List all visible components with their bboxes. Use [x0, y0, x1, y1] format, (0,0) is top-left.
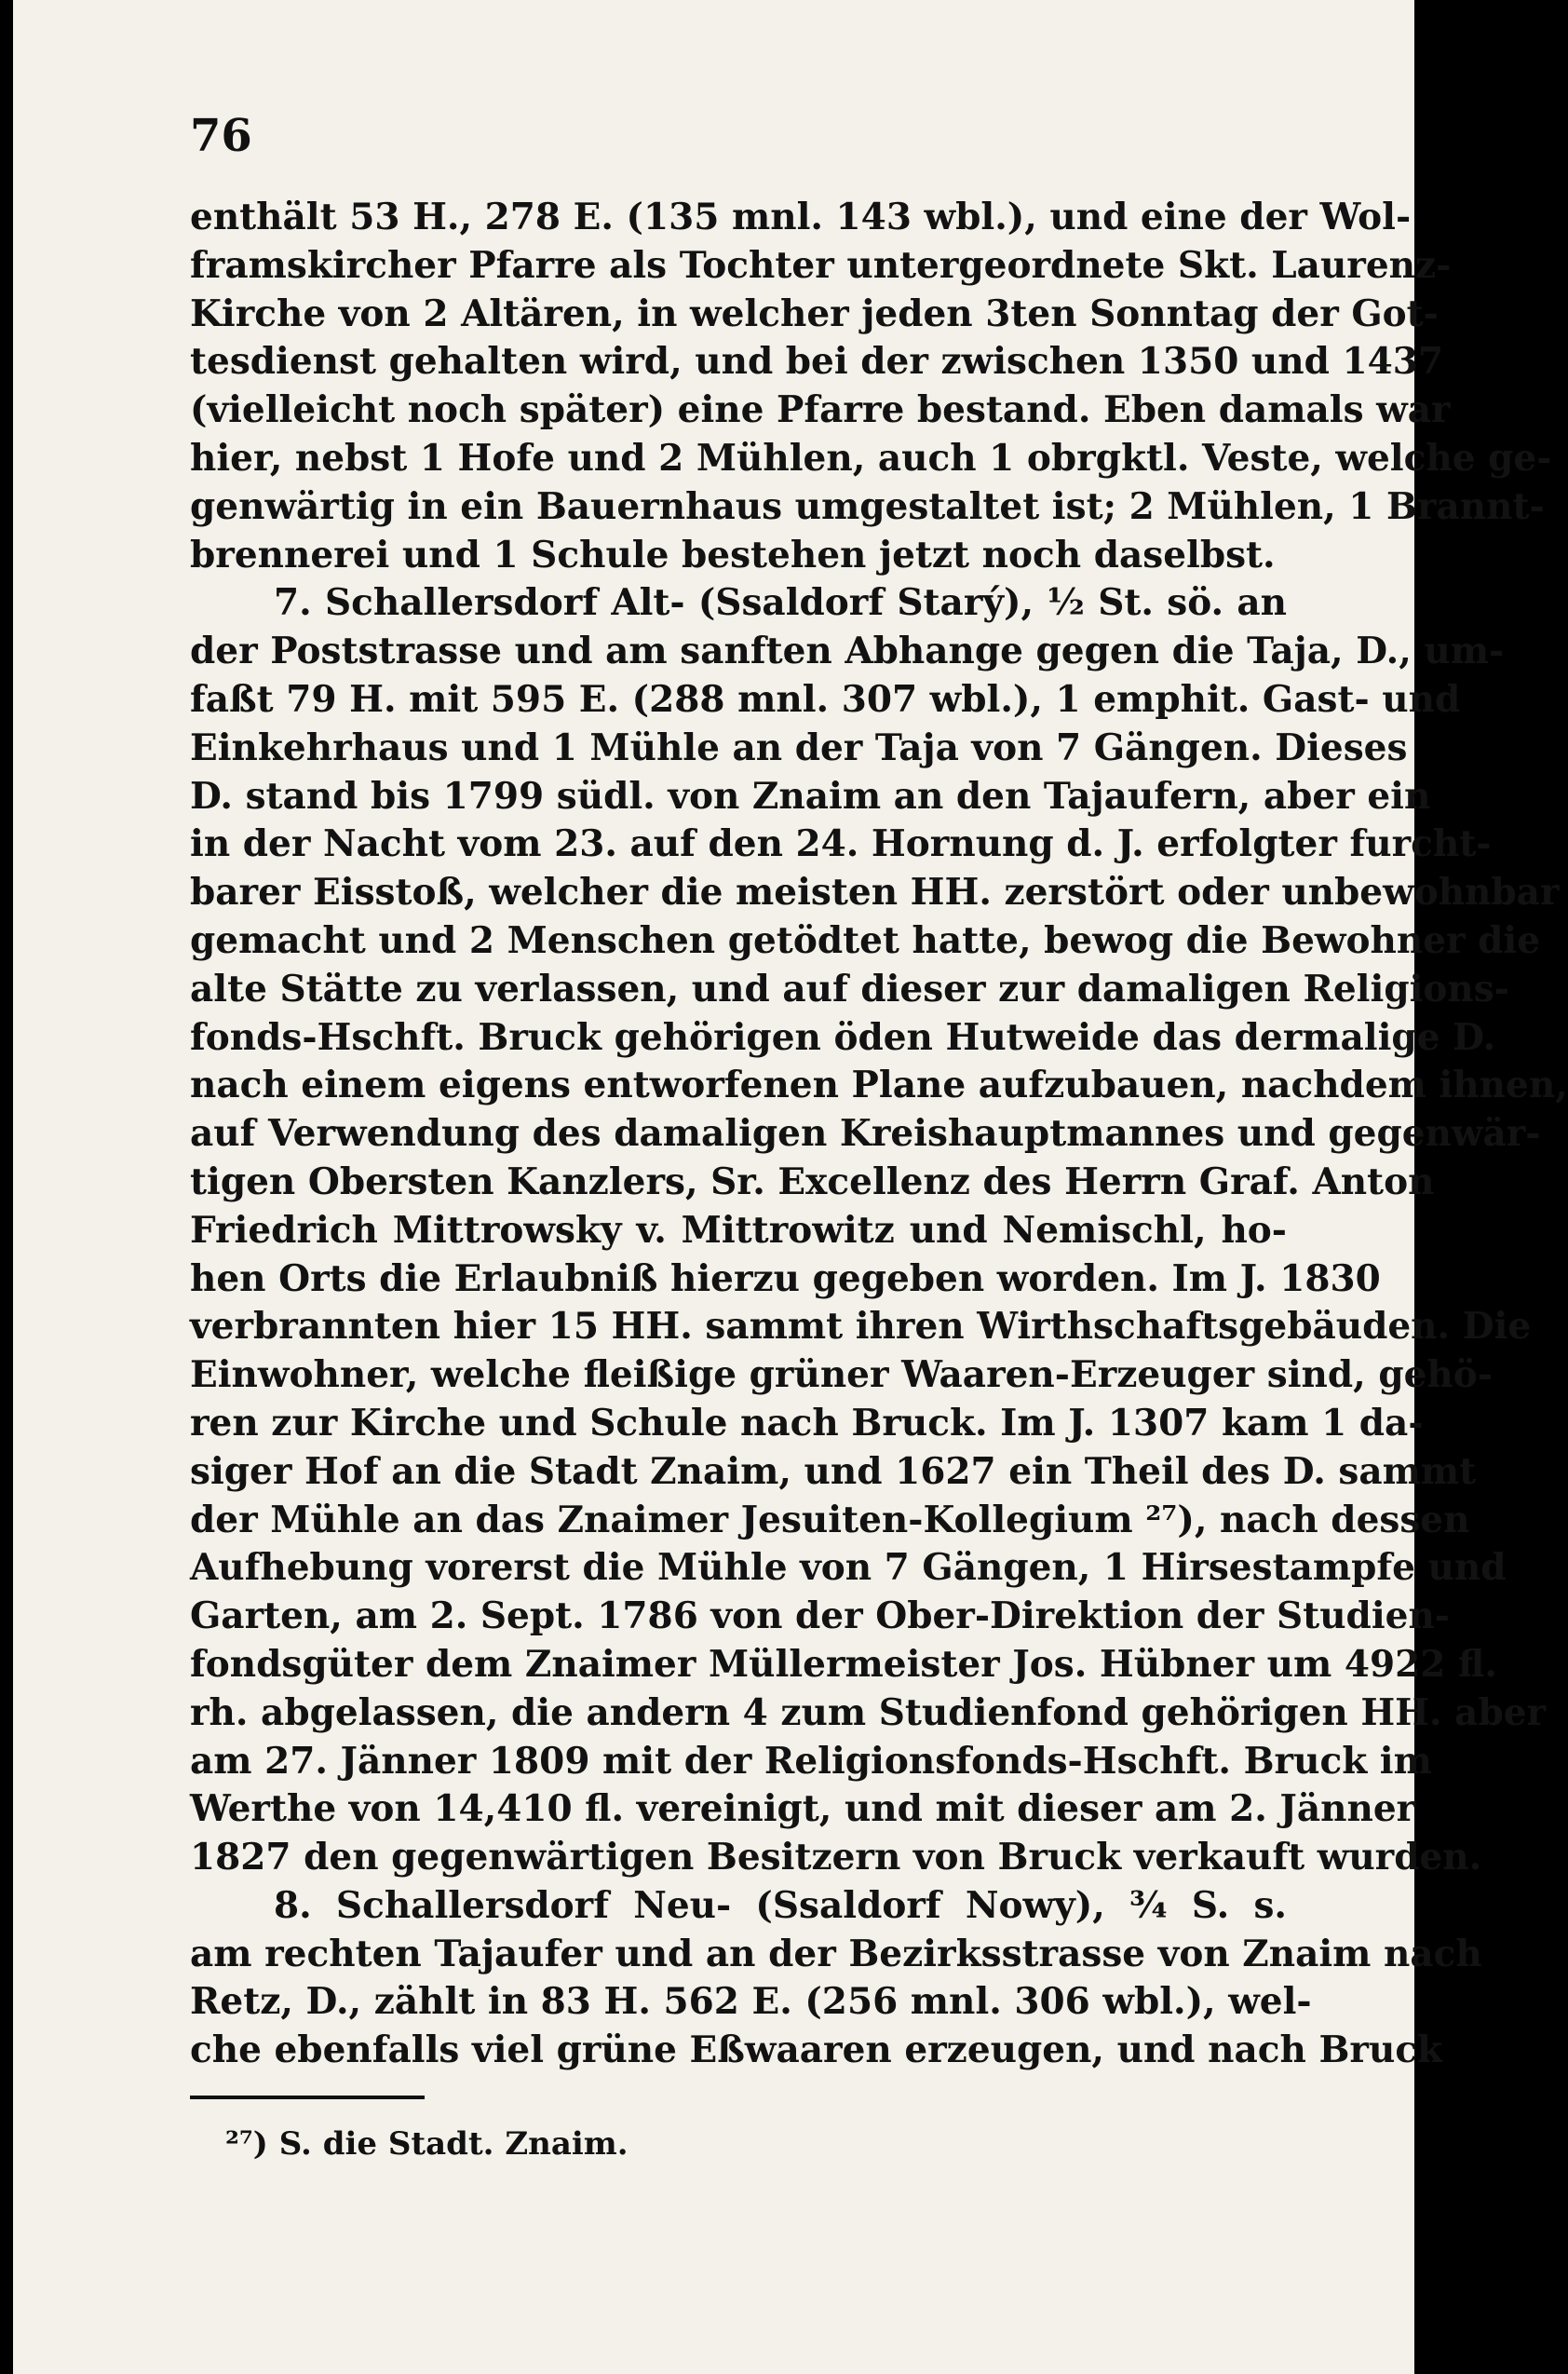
- text-line: framskircher Pfarre als Tochter untergeordnete Skt. Laurenz-: [190, 243, 1452, 287]
- text-line: Friedrich Mittrowsky v. Mittrowitz und Nemischl, ho-: [190, 1208, 1287, 1252]
- text-line: tigen Obersten Kanzlers, Sr. Excellenz des Herrn Graf. Anton: [190, 1160, 1435, 1203]
- text-line: rh. abgelassen, die andern 4 zum Studienfond gehörigen HH. aber: [190, 1690, 1547, 1734]
- text-line: Kirche von 2 Altären, in welcher jeden 3ten Sonntag der Got-: [190, 292, 1439, 335]
- text-line: faßt 79 H. mit 595 E. (288 mnl. 307 wbl.), 1 emphit. Gast- und: [190, 677, 1461, 721]
- text-line: alte Stätte zu verlassen, und auf dieser zur damaligen Religions-: [190, 967, 1509, 1011]
- text-line: am rechten Tajaufer und an der Bezirksstrasse von Znaim nach: [190, 1932, 1482, 1975]
- text-line: Einkehrhaus und 1 Mühle an der Taja von 7 Gängen. Dieses: [190, 726, 1408, 769]
- text-line: der Poststrasse und am sanften Abhange gegen die Taja, D., um-: [190, 630, 1505, 673]
- text-line: Garten, am 2. Sept. 1786 von der Ober-Direktion der Studien-: [190, 1594, 1450, 1638]
- footnote-divider: [190, 2096, 425, 2099]
- text-line: genwärtig in ein Bauernhaus umgestaltet ist; 2 Mühlen, 1 Brannt-: [190, 484, 1545, 528]
- text-line: fondsgüter dem Znaimer Müllermeister Jos. Hübner um 4922 fl.: [190, 1642, 1497, 1686]
- text-line: tesdienst gehalten wird, und bei der zwischen 1350 und 1437: [190, 340, 1444, 384]
- body-text: [190, 194, 1568, 2075]
- text-line: gemacht und 2 Menschen getödtet hatte, bewog die Bewohner die: [190, 918, 1541, 962]
- text-line: hen Orts die Erlaubniß hierzu gegeben worden. Im J. 1830: [190, 1256, 1381, 1300]
- text-line: der Mühle an das Znaimer Jesuiten-Kollegium ²⁷), nach dessen: [190, 1498, 1470, 1541]
- text-line: enthält 53 H., 278 E. (135 mnl. 143 wbl.), und eine der Wol-: [190, 196, 1412, 238]
- text-line: Aufhebung vorerst die Mühle von 7 Gängen, 1 Hirsestampfe und: [190, 1546, 1507, 1590]
- text-line: D. stand bis 1799 südl. von Znaim an den Tajaufern, aber ein: [190, 774, 1431, 818]
- page-number: 76: [190, 110, 252, 162]
- text-line: verbrannten hier 15 HH. sammt ihren Wirthschaftsgebäuden. Die: [190, 1305, 1532, 1349]
- text-line: in der Nacht vom 23. auf den 24. Hornung d. J. erfolgter furcht-: [190, 822, 1492, 866]
- text-line: fonds-Hschft. Bruck gehörigen öden Hutweide das dermalige D.: [190, 1015, 1496, 1059]
- text-line: Einwohner, welche fleißige grüner Waaren-Erzeuger sind, gehö-: [190, 1353, 1493, 1397]
- section-heading-line: 7. Schallersdorf Alt- (Ssaldorf Starý), ½ St. sö. an: [274, 581, 1287, 625]
- text-line: brennerei und 1 Schule bestehen jetzt noch daselbst.: [190, 533, 1276, 577]
- text-line: (vielleicht noch später) eine Pfarre bestand. Eben damals war: [190, 388, 1451, 432]
- text-line: siger Hof an die Stadt Znaim, und 1627 ein Theil des D. sammt: [190, 1449, 1477, 1493]
- text-line: ren zur Kirche und Schule nach Bruck. Im J. 1307 kam 1 da-: [190, 1401, 1424, 1445]
- footnote: ²⁷) S. die Stadt. Znaim.: [225, 2125, 629, 2163]
- text-line: hier, nebst 1 Hofe und 2 Mühlen, auch 1 obrgktl. Veste, welche ge-: [190, 436, 1552, 480]
- text-line: 1827 den gegenwärtigen Besitzern von Bruck verkauft wurden.: [190, 1836, 1482, 1879]
- section-heading-line: 8. Schallersdorf Neu- (Ssaldorf Nowy), ¾ S. s.: [274, 1883, 1287, 1927]
- text-line: Werthe von 14,410 fl. vereinigt, und mit dieser am 2. Jänner: [190, 1787, 1416, 1831]
- book-page: [13, 0, 1568, 2374]
- text-line: che ebenfalls viel grüne Eßwaaren erzeugen, und nach Bruck: [190, 2028, 1443, 2072]
- text-line: barer Eisstoß, welcher die meisten HH. zerstört oder unbewohnbar: [190, 871, 1560, 915]
- text-line: nach einem eigens entworfenen Plane aufzubauen, nachdem ihnen,: [190, 1064, 1568, 1107]
- text-line: am 27. Jänner 1809 mit der Religionsfonds-Hschft. Bruck im: [190, 1739, 1432, 1783]
- text-line: Retz, D., zählt in 83 H. 562 E. (256 mnl. 306 wbl.), wel-: [190, 1980, 1312, 2024]
- text-line: auf Verwendung des damaligen Kreishauptmannes und gegenwär-: [190, 1112, 1541, 1156]
